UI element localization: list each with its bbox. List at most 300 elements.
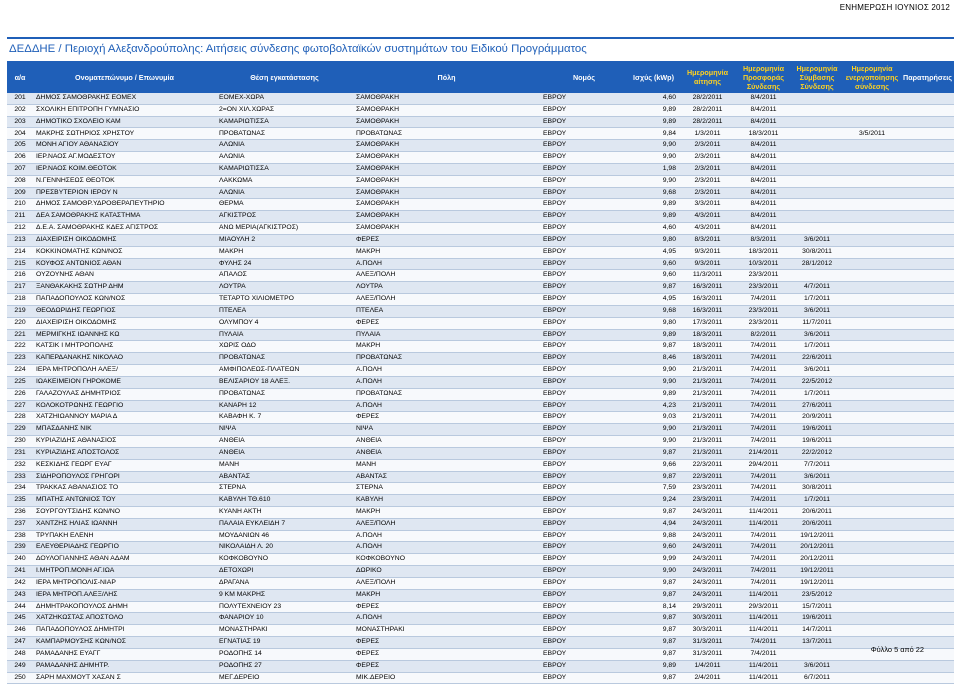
cell-prefecture: ΕΒΡΟΥ [540,329,628,341]
cell-name: ΔΗΜΟΣ ΣΑΜΟΘΡΑΚΗΣ ΕΟΜΕΧ [33,93,216,104]
cell-offer-date: 8/4/2011 [736,163,791,175]
cell-name: ΣΙΔΗΡΟΠΟΥΛΟΣ ΓΡΗΓΟΡΙ [33,471,216,483]
cell-power: 9,90 [628,140,679,152]
cell-name: ΓΑΛΑΖΟΥΛΑΣ ΔΗΜΗΤΡΙΟΣ [33,388,216,400]
cell-contract-date: 19/12/2011 [791,530,843,542]
cell-city: Α.ΠΟΛΗ [353,365,540,377]
cell-city: ΔΩΡΙΚΟ [353,566,540,578]
table-row [7,447,954,459]
table-row [7,471,954,483]
cell-location: ΧΩΡΙΣ ΟΔΟ [216,341,353,353]
cell-power: 9,90 [628,365,679,377]
cell-prefecture: ΕΒΡΟΥ [540,613,628,625]
table-row [7,116,954,128]
cell-power: 9,87 [628,648,679,660]
cell-contract-date [791,128,843,140]
cell-city: ΜΑΚΡΗ [353,341,540,353]
cell-location: ΜΟΝΑΣΤΗΡΑΚΙ [216,625,353,637]
col-offer-date: Ημερομηνία Προσφοράς Σύνδεσης [742,63,785,91]
cell-offer-date: 7/4/2011 [736,530,791,542]
cell-aa: 223 [7,353,33,365]
cell-activation-date [843,282,901,294]
cell-city: ΑΛΕΞ/ΠΟΛΗ [353,518,540,530]
cell-activation-date [843,223,901,235]
cell-application-date: 21/3/2011 [679,447,736,459]
cell-power: 1,98 [628,163,679,175]
cell-prefecture: ΕΒΡΟΥ [540,305,628,317]
cell-city: ΜΑΝΗ [353,459,540,471]
cell-location: ΚΥΑΝΗ ΑΚΤΗ [216,506,353,518]
table-row [7,294,954,306]
table-row [7,365,954,377]
cell-application-date: 24/3/2011 [679,566,736,578]
cell-offer-date: 11/4/2011 [736,589,791,601]
cell-city: ΣΑΜΟΘΡΑΚΗ [353,152,540,164]
cell-offer-date: 8/4/2011 [736,175,791,187]
cell-activation-date [843,246,901,258]
cell-name: ΘΕΟΔΩΡΙΔΗΣ ΓΕΩΡΓΙΟΣ [33,305,216,317]
cell-name: ΙΕΡΑ ΜΗΤΡΟΠ.ΑΛΕΞ/ΛΗΣ [33,589,216,601]
cell-activation-date [843,459,901,471]
cell-aa: 248 [7,648,33,660]
cell-remarks [901,116,954,128]
cell-city: ΣΑΜΟΘΡΑΚΗ [353,211,540,223]
cell-name: ΤΡΑΚΚΑΣ ΑΘΑΝΑΣΙΟΣ ΤΟ [33,483,216,495]
cell-activation-date [843,542,901,554]
cell-application-date: 17/3/2011 [679,317,736,329]
cell-power: 9,90 [628,152,679,164]
cell-activation-date [843,317,901,329]
cell-power: 9,80 [628,234,679,246]
cell-name: ΙΕΡ.ΝΑΟΣ ΑΓ.ΜΟΔΕΣΤΟΥ [33,152,216,164]
cell-offer-date: 29/3/2011 [736,601,791,613]
cell-activation-date [843,566,901,578]
cell-location: ΑΛΩΝΙΑ [216,152,353,164]
cell-city: ΣΑΜΟΘΡΑΚΗ [353,199,540,211]
cell-aa: 203 [7,116,33,128]
cell-aa: 234 [7,483,33,495]
cell-name: ΜΟΝΗ ΑΓΙΟΥ ΑΘΑΝΑΣΙΟΥ [33,140,216,152]
cell-contract-date: 1/7/2011 [791,294,843,306]
cell-activation-date [843,660,901,672]
cell-remarks [901,329,954,341]
cell-aa: 224 [7,365,33,377]
cell-application-date: 16/3/2011 [679,305,736,317]
cell-offer-date: 23/3/2011 [736,282,791,294]
cell-offer-date: 7/4/2011 [736,542,791,554]
cell-city: Α.ΠΟΛΗ [353,542,540,554]
cell-name: Ν.ΓΕΝΝΗΣΕΩΣ ΘΕΟΤΟΚ [33,175,216,187]
cell-city: ΦΕΡΕΣ [353,412,540,424]
cell-aa: 225 [7,376,33,388]
cell-aa: 249 [7,660,33,672]
cell-remarks [901,341,954,353]
cell-application-date: 23/3/2011 [679,495,736,507]
cell-aa: 210 [7,199,33,211]
cell-city: ΑΛΕΞ/ΠΟΛΗ [353,270,540,282]
cell-activation-date [843,116,901,128]
cell-city: Α.ΠΟΛΗ [353,258,540,270]
table-row [7,175,954,187]
cell-power: 9,66 [628,459,679,471]
cell-remarks [901,211,954,223]
cell-aa: 245 [7,613,33,625]
cell-remarks [901,471,954,483]
table-row [7,246,954,258]
cell-remarks [901,187,954,199]
cell-activation-date [843,530,901,542]
cell-aa: 211 [7,211,33,223]
cell-location: ΝΙΨΑ [216,424,353,436]
col-city: Πόλη [437,72,456,82]
cell-offer-date: 7/4/2011 [736,412,791,424]
cell-power: 9,60 [628,258,679,270]
cell-city: Α.ΠΟΛΗ [353,376,540,388]
cell-prefecture: ΕΒΡΟΥ [540,412,628,424]
cell-aa: 206 [7,152,33,164]
cell-prefecture: ΕΒΡΟΥ [540,140,628,152]
cell-activation-date: 3/5/2011 [843,128,901,140]
cell-prefecture: ΕΒΡΟΥ [540,282,628,294]
cell-power: 9,87 [628,282,679,294]
cell-power: 9,87 [628,625,679,637]
cell-prefecture: ΕΒΡΟΥ [540,234,628,246]
cell-remarks [901,625,954,637]
cell-prefecture: ΕΒΡΟΥ [540,589,628,601]
cell-name: ΔΗΜΟΣ ΣΑΜΟΘΡ.ΥΔΡΟΘΕΡΑΠΕΥΤΗΡΙΟ [33,199,216,211]
cell-remarks [901,282,954,294]
cell-application-date: 24/3/2011 [679,577,736,589]
cell-city: ΜΙΚ.ΔΕΡΕΙΟ [353,672,540,684]
cell-prefecture: ΕΒΡΟΥ [540,542,628,554]
cell-location: ΑΛΩΝΙΑ [216,140,353,152]
cell-location: ΟΛΥΜΠΟΥ 4 [216,317,353,329]
cell-offer-date: 11/4/2011 [736,506,791,518]
cell-application-date: 11/3/2011 [679,270,736,282]
cell-offer-date: 8/4/2011 [736,223,791,235]
cell-location: ΜΙΑΟΥΛΗ 2 [216,234,353,246]
cell-power: 9,90 [628,376,679,388]
cell-name: ΙΕΡΑ ΜΗΤΡΟΠΟΛΙΣ-ΝΙΑΡ [33,577,216,589]
cell-prefecture: ΕΒΡΟΥ [540,341,628,353]
cell-prefecture: ΕΒΡΟΥ [540,211,628,223]
cell-name: ΕΛΕΥΘΕΡΙΑΔΗΣ ΓΕΩΡΓΙΟ [33,542,216,554]
cell-location: ΑΝΘΕΙΑ [216,436,353,448]
cell-name: ΚΕΣΚΙΔΗΣ ΓΕΩΡΓ ΕΥΑΓ [33,459,216,471]
cell-prefecture: ΕΒΡΟΥ [540,672,628,684]
cell-location: ΑΓΚΙΣΤΡΟΣ [216,211,353,223]
cell-contract-date: 4/7/2011 [791,282,843,294]
cell-power: 9,99 [628,554,679,566]
cell-power: 4,95 [628,246,679,258]
cell-city: ΦΕΡΕΣ [353,317,540,329]
cell-power: 9,68 [628,305,679,317]
cell-city: ΑΛΕΞ/ΠΟΛΗ [353,577,540,589]
cell-aa: 213 [7,234,33,246]
table-row [7,258,954,270]
cell-city: ΣΑΜΟΘΡΑΚΗ [353,175,540,187]
cell-aa: 250 [7,672,33,684]
table-row [7,483,954,495]
table-row [7,140,954,152]
cell-contract-date: 3/6/2011 [791,305,843,317]
cell-name: Δ.Ε.Α. ΣΑΜΟΘΡΑΚΗΣ ΚΔΕΣ ΑΓΙΣΤΡΟΣ [33,223,216,235]
cell-power: 4,60 [628,93,679,104]
cell-name: ΚΟΛΟΚΟΤΡΩΝΗΣ ΓΕΩΡΓΙΟ [33,400,216,412]
cell-activation-date [843,329,901,341]
cell-prefecture: ΕΒΡΟΥ [540,104,628,116]
cell-aa: 215 [7,258,33,270]
cell-location: ΘΕΡΜΑ [216,199,353,211]
cell-remarks [901,234,954,246]
cell-contract-date: 20/6/2011 [791,506,843,518]
cell-city: ΚΟΦΚΟΒΟΥΝΟ [353,554,540,566]
cell-application-date: 22/3/2011 [679,471,736,483]
cell-location: ΑΠΑΛΟΣ [216,270,353,282]
cell-prefecture: ΕΒΡΟΥ [540,365,628,377]
cell-city: ΠΤΕΛΕΑ [353,305,540,317]
cell-prefecture: ΕΒΡΟΥ [540,223,628,235]
cell-city: Α.ΠΟΛΗ [353,530,540,542]
cell-prefecture: ΕΒΡΟΥ [540,577,628,589]
cell-contract-date [791,223,843,235]
cell-remarks [901,601,954,613]
cell-name: ΔΕΑ ΣΑΜΟΘΡΑΚΗΣ ΚΑΤΑΣΤΗΜΑ [33,211,216,223]
cell-remarks [901,128,954,140]
cell-city: ΠΡΟΒΑΤΩΝΑΣ [353,388,540,400]
cell-remarks [901,400,954,412]
cell-prefecture: ΕΒΡΟΥ [540,388,628,400]
cell-prefecture: ΕΒΡΟΥ [540,601,628,613]
cell-power: 9,87 [628,637,679,649]
cell-name: ΙΩΑΚΕΙΜΕΙΟΝ ΓΗΡΟΚΟΜΕ [33,376,216,388]
cell-application-date: 4/3/2011 [679,211,736,223]
cell-activation-date [843,506,901,518]
cell-activation-date [843,199,901,211]
cell-contract-date: 6/7/2011 [791,672,843,684]
table-row [7,128,954,140]
cell-remarks [901,152,954,164]
cell-name: ΜΑΚΡΗΣ ΣΩΤΗΡΙΟΣ ΧΡΗΣΤΟΥ [33,128,216,140]
cell-aa: 202 [7,104,33,116]
cell-application-date: 31/3/2011 [679,637,736,649]
cell-activation-date [843,412,901,424]
table-row [7,282,954,294]
cell-offer-date: 7/4/2011 [736,424,791,436]
cell-aa: 221 [7,329,33,341]
cell-remarks [901,246,954,258]
cell-activation-date [843,424,901,436]
cell-location: ΚΑΒΥΛΗ ΤΘ.610 [216,495,353,507]
table-row [7,625,954,637]
cell-activation-date [843,270,901,282]
cell-prefecture: ΕΒΡΟΥ [540,270,628,282]
table-row [7,518,954,530]
cell-activation-date [843,294,901,306]
cell-city: ΦΕΡΕΣ [353,234,540,246]
cell-prefecture: ΕΒΡΟΥ [540,495,628,507]
table-row [7,234,954,246]
cell-offer-date: 7/4/2011 [736,471,791,483]
cell-application-date: 2/3/2011 [679,140,736,152]
cell-contract-date: 22/5/2012 [791,376,843,388]
cell-offer-date: 23/3/2011 [736,305,791,317]
cell-city: ΜΑΚΡΗ [353,506,540,518]
cell-activation-date [843,163,901,175]
cell-city: ΦΕΡΕΣ [353,601,540,613]
cell-remarks [901,506,954,518]
cell-power: 9,89 [628,104,679,116]
cell-location: ΠΤΕΛΕΑ [216,305,353,317]
cell-power: 9,87 [628,577,679,589]
cell-offer-date: 23/3/2011 [736,270,791,282]
table-row [7,223,954,235]
table-row [7,353,954,365]
cell-remarks [901,376,954,388]
cell-offer-date: 7/4/2011 [736,436,791,448]
cell-location: ΛΑΚΚΩΜΑ [216,175,353,187]
cell-prefecture: ΕΒΡΟΥ [540,187,628,199]
cell-application-date: 21/3/2011 [679,388,736,400]
cell-contract-date [791,175,843,187]
cell-city: ΜΑΚΡΗ [353,589,540,601]
cell-contract-date: 23/5/2012 [791,589,843,601]
cell-offer-date: 8/4/2011 [736,199,791,211]
cell-contract-date: 3/6/2011 [791,365,843,377]
cell-offer-date: 8/4/2011 [736,211,791,223]
cell-power: 9,84 [628,128,679,140]
cell-activation-date [843,234,901,246]
cell-offer-date: 23/3/2011 [736,317,791,329]
cell-offer-date: 8/4/2011 [736,116,791,128]
cell-name: ΚΥΡΙΑΖΙΔΗΣ ΑΠΟΣΤΟΛΟΣ [33,447,216,459]
cell-offer-date: 11/4/2011 [736,660,791,672]
cell-contract-date: 20/12/2011 [791,542,843,554]
cell-remarks [901,93,954,104]
cell-location: ΚΑΜΑΡΙΩΤΙΣΣΑ [216,116,353,128]
cell-application-date: 21/3/2011 [679,412,736,424]
table-row [7,152,954,164]
cell-application-date: 2/3/2011 [679,175,736,187]
cell-city: ΣΑΜΟΘΡΑΚΗ [353,223,540,235]
page-footer: Φύλλο 5 από 22 [870,645,924,654]
cell-activation-date [843,104,901,116]
cell-contract-date: 7/7/2011 [791,459,843,471]
cell-application-date: 9/3/2011 [679,246,736,258]
cell-city: ΑΛΕΞ/ΠΟΛΗ [353,294,540,306]
cell-name: ΜΠΑΣΔΑΝΗΣ ΝΙΚ [33,424,216,436]
cell-activation-date [843,152,901,164]
cell-contract-date [791,187,843,199]
table-row [7,341,954,353]
cell-city: ΣΑΜΟΘΡΑΚΗ [353,187,540,199]
col-location: Θέση εγκατάστασης [250,72,319,82]
table-row [7,506,954,518]
cell-power: 8,46 [628,353,679,365]
cell-offer-date: 7/4/2011 [736,554,791,566]
cell-name: ΡΑΜΑΔΑΝΗΣ ΔΗΜΗΤΡ. [33,660,216,672]
cell-application-date: 28/2/2011 [679,116,736,128]
update-date: ΕΝΗΜΕΡΩΣΗ ΙΟΥΝΙΟΣ 2012 [839,3,950,12]
cell-name: ΙΕΡΑ ΜΗΤΡΟΠΟΛΗ ΑΛΕΞ/ [33,365,216,377]
col-aa: α/α [14,72,26,82]
cell-remarks [901,589,954,601]
cell-application-date: 21/3/2011 [679,376,736,388]
cell-contract-date: 20/12/2011 [791,554,843,566]
cell-aa: 237 [7,518,33,530]
table-row [7,577,954,589]
cell-activation-date [843,483,901,495]
cell-aa: 226 [7,388,33,400]
cell-contract-date: 3/6/2011 [791,471,843,483]
cell-remarks [901,104,954,116]
cell-contract-date [791,270,843,282]
cell-remarks [901,412,954,424]
cell-offer-date: 7/4/2011 [736,495,791,507]
cell-remarks [901,483,954,495]
cell-location: ΣΤΕΡΝΑ [216,483,353,495]
cell-prefecture: ΕΒΡΟΥ [540,506,628,518]
cell-name: ΚΥΡΙΑΖΙΔΗΣ ΑΘΑΝΑΣΙΟΣ [33,436,216,448]
cell-power: 9,60 [628,542,679,554]
cell-power: 4,23 [628,400,679,412]
cell-offer-date: 18/3/2011 [736,246,791,258]
cell-application-date: 24/3/2011 [679,506,736,518]
cell-name: ΙΕΡ.ΝΑΟΣ ΚΟΙΜ.ΘΕΟΤΟΚ [33,163,216,175]
cell-name: ΜΕΡΜΙΓΚΗΣ ΙΩΑΝΝΗΣ ΚΩ [33,329,216,341]
cell-prefecture: ΕΒΡΟΥ [540,175,628,187]
cell-offer-date: 11/4/2011 [736,613,791,625]
cell-city: ΜΑΚΡΗ [353,246,540,258]
cell-application-date: 1/3/2011 [679,128,736,140]
cell-location: 2=ΟΝ ΧΙΛ.ΧΩΡΑΣ [216,104,353,116]
cell-contract-date: 19/6/2011 [791,436,843,448]
cell-contract-date [791,199,843,211]
table-row [7,542,954,554]
cell-power: 8,14 [628,601,679,613]
cell-activation-date [843,518,901,530]
cell-offer-date: 7/4/2011 [736,637,791,649]
cell-prefecture: ΕΒΡΟΥ [540,530,628,542]
cell-remarks [901,542,954,554]
cell-contract-date: 19/6/2011 [791,613,843,625]
cell-contract-date: 19/12/2011 [791,577,843,589]
cell-application-date: 24/3/2011 [679,554,736,566]
cell-activation-date [843,305,901,317]
cell-location: 9 ΚΜ ΜΑΚΡΗΣ [216,589,353,601]
cell-power: 9,90 [628,566,679,578]
cell-contract-date [791,93,843,104]
cell-name: ΚΟΥΦΟΣ ΑΝΤΩΝΙΟΣ ΑΘΑΝ [33,258,216,270]
cell-name: ΤΡΥΠΑΚΗ ΕΛΕΝΗ [33,530,216,542]
cell-activation-date [843,672,901,684]
table-row [7,648,954,660]
cell-aa: 244 [7,601,33,613]
cell-activation-date [843,471,901,483]
cell-contract-date: 20/6/2011 [791,518,843,530]
cell-name: ΚΑΤΣΙΚ Ι ΜΗΤΡΟΠΟΛΗΣ [33,341,216,353]
table-row [7,672,954,684]
cell-name: ΔΙΑΧΕΙΡΙΣΗ ΟΙΚΟΔΟΜΗΣ [33,317,216,329]
cell-location: ΠΡΟΒΑΤΩΝΑΣ [216,128,353,140]
col-prefecture: Νομός [572,72,596,82]
cell-aa: 219 [7,305,33,317]
cell-contract-date [791,211,843,223]
cell-city: Α.ΠΟΛΗ [353,400,540,412]
cell-name: ΜΠΑΤΗΣ ΑΝΤΩΝΙΟΣ ΤΟΥ [33,495,216,507]
cell-name: ΠΑΠΑΔΟΠΟΥΛΟΣ ΚΩΝ/ΝΟΣ [33,294,216,306]
cell-location: ΠΑΛΑΙΑ ΕΥΚΛΕΙΔΗ 7 [216,518,353,530]
